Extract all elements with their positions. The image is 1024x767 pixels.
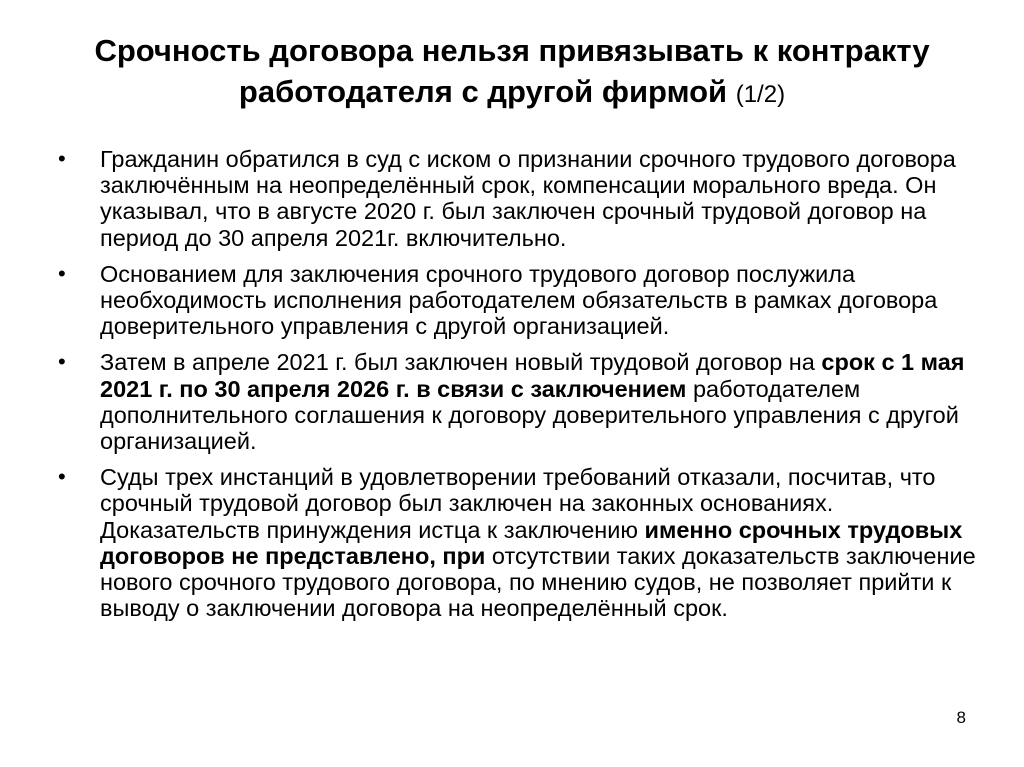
page-number: 8 [956, 708, 966, 727]
bullet-list [56, 146, 976, 631]
bullet-item-4 [56, 464, 976, 621]
bullet-text-continuation: отсутствии таких доказательств заключение нового срочного трудового договора, по мнению судов, не позволяет прийти к выводу о заключении договора на неопределённый срок. [100, 542, 976, 622]
slide-title-main: Срочность договора нельзя привязывать к контракту работодателя с другой фирмой [94, 33, 930, 109]
bullet-item-2 [56, 261, 976, 340]
bullet-icon: • [58, 146, 66, 171]
bullet-text: Гражданин обратился в суд с иском о признании срочного трудового договора заключённым на неопределённый срок, компенсации морального вреда. Он указывал, что в августе 2020 г. был заключен срочный трудовой договор на период до 30 апреля 2021г. включительно. [100, 146, 956, 251]
bullet-item-3 [56, 349, 976, 454]
bullet-text-continuation: работодателем дополнительного соглашения к договору доверительного управления с другой организацией. [100, 375, 959, 455]
bullet-icon: • [58, 349, 66, 375]
bullet-item-1 [56, 146, 976, 251]
bullet-text-emphasis: срок с 1 мая 2021 г. по 30 апреля 2026 г. в связи с заключением [100, 349, 965, 402]
bullet-text: Суды трех инстанций в удовлетворении требований отказали, посчитав, что срочный трудовой договор был заключен на законных основаниях. Доказательств принуждения истца к заключению [100, 464, 936, 543]
bullet-text-emphasis: именно срочных трудовых договоров не представлено, при [100, 516, 963, 569]
bullet-icon: • [58, 260, 66, 286]
bullet-text: Основанием для заключения срочного трудового договор послужила необходимость исполнения работодателем обязательств в рамках договора доверительного управления с другой организацией. [100, 260, 938, 340]
slide-title [60, 30, 964, 115]
slide-title-part-indicator: (1/2) [735, 81, 786, 108]
bullet-icon: • [58, 464, 66, 490]
bullet-text: Затем в апреле 2021 г. был заключен новый трудовой договор на [100, 349, 822, 376]
